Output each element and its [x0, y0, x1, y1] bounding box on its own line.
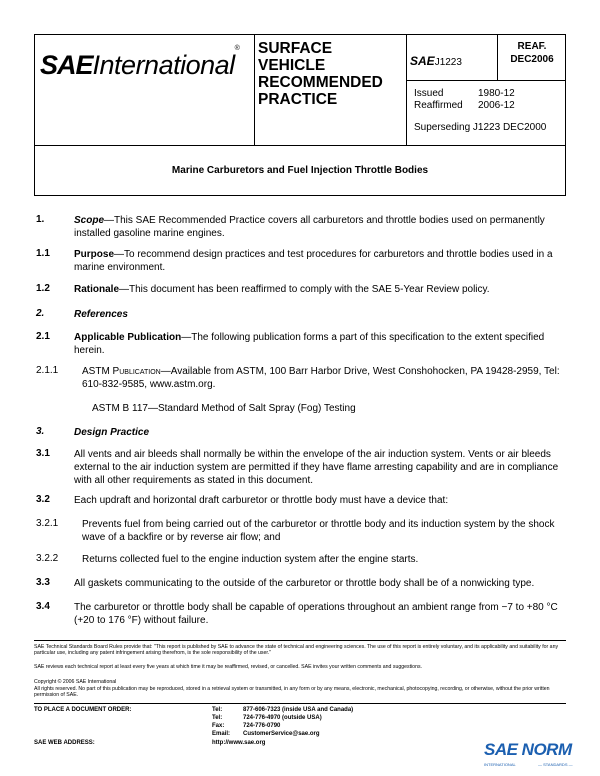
section-number: 3.2	[36, 494, 50, 505]
section-3-2-1-text: Prevents fuel from being carried out of the carburetor or throttle body and its induction system by the shock wave of a backfire or by reverse air flow; and	[82, 519, 555, 543]
email-label: Email:	[212, 731, 231, 737]
section-3-2-text: Each updraft and horizontal draft carburetor or throttle body must have a device that:	[74, 495, 449, 506]
superseding-note: Superseding J1223 DEC2000	[414, 122, 547, 133]
section-3-2-2-text: Returns collected fuel to the engine induction system after the engine starts.	[82, 554, 419, 565]
web-label: SAE WEB ADDRESS:	[34, 740, 95, 746]
fax-label: Fax:	[212, 723, 225, 729]
sae-norm-sub-left: INTERNATIONAL	[484, 762, 516, 767]
header-divider-1	[254, 34, 255, 146]
astm-reference: ASTM B 117—Standard Method of Salt Spray (Fog) Testing	[92, 403, 356, 414]
document-status: REAF. DEC2006	[510, 41, 554, 65]
document-number: SAEJ1223	[410, 54, 462, 68]
tel2-label: Tel:	[212, 715, 223, 721]
reaffirmed-label: Reaffirmed	[414, 100, 463, 111]
section-number: 2.1.1	[36, 365, 59, 376]
section-astm-publication: ASTM Publication—Available from ASTM, 100 Barr Harbor Drive, West Conshohocken, PA 19428-2959, Tel: 610-832-9585, www.astm.org.	[82, 366, 560, 390]
section-number: 3.4	[36, 601, 50, 612]
section-3-3-text: All gaskets communicating to the outside of the carburetor or throttle body shall be of a nonwicking type.	[74, 578, 535, 589]
order-label: TO PLACE A DOCUMENT ORDER:	[34, 707, 132, 713]
section-references: References	[74, 309, 128, 320]
document-title: Marine Carburetors and Fuel Injection Throttle Bodies	[171, 165, 429, 176]
reaffirmed-value: 2006-12	[478, 100, 515, 111]
sae-international-logo: SAEInternational®	[40, 45, 240, 80]
sae-norm-sub-right: — STANDARDS —	[538, 762, 573, 767]
section-number: 1.2	[36, 283, 50, 294]
document-type: SURFACE VEHICLE RECOMMENDED PRACTICE	[258, 40, 383, 108]
section-number: 3.2.1	[36, 518, 59, 529]
section-3-1-text: All vents and air bleeds shall normally be within the envelope of the air induction system. Vents or air bleeds external to the air induction system are permitted if they have flame arresting capability and are in compliance with all other requirements as stated in this document.	[74, 449, 559, 486]
fax-value: 724-776-0790	[243, 723, 281, 729]
issued-value: 1980-12	[478, 88, 515, 99]
section-number: 1.1	[36, 248, 50, 259]
section-applicable-publication: Applicable Publication—The following publication forms a part of this specification to the extent specified herein.	[74, 332, 545, 356]
footer-review-text: SAE reviews each technical report at least every five years at which time it may be reaffirmed, revised, or cancelled. SAE invites your written comments and suggestions.	[34, 664, 422, 670]
section-purpose: Purpose—To recommend design practices and test procedures for carburetors and throttle bodies used in a marine environment.	[74, 249, 553, 273]
sae-norm-logo	[484, 740, 596, 772]
web-address-link[interactable]: http://www.sae.org	[212, 740, 266, 746]
footer-rules-text: SAE Technical Standards Board Rules provide that: "This report is published by SAE to advance the state of technical and engineering sciences. The use of this report is entirely voluntary, and its applicability and suitability for any particular use, including any patent infringement arising therefrom, is the sole responsibility of the user."	[34, 644, 559, 657]
section-design-practice: Design Practice	[74, 427, 150, 438]
section-number: 3.3	[36, 577, 50, 588]
footer-rule-2	[34, 703, 566, 704]
section-number: 2.1	[36, 331, 50, 342]
email-value[interactable]: CustomerService@sae.org	[243, 731, 320, 737]
section-number: 3.1	[36, 448, 50, 459]
section-number: 1.	[36, 214, 45, 225]
footer-rule	[34, 640, 566, 641]
issued-label: Issued	[414, 88, 444, 99]
tel2-value: 724-776-4970 (outside USA)	[243, 715, 322, 721]
sae-norm-logo-text: SAE NORM	[484, 740, 572, 759]
section-number: 2.	[36, 308, 45, 319]
header-divider-2	[406, 34, 407, 146]
header-divider-3	[406, 80, 566, 81]
footer-rights-text: All rights reserved. No part of this publication may be reproduced, stored in a retrieval system or transmitted, in any form or by any means, electronic, mechanical, photocopying, recording, or otherwise, without the prior written permission of SAE.	[34, 686, 550, 699]
footer-copyright: Copyright © 2006 SAE International	[34, 679, 117, 685]
header-divider-4	[497, 34, 498, 80]
section-number: 3.	[36, 426, 45, 437]
section-scope: Scope—This SAE Recommended Practice covers all carburetors and throttle bodies used on permanently installed gasoline marine engines.	[74, 215, 545, 239]
section-3-4-text: The carburetor or throttle body shall be capable of operations throughout an ambient range from −7 to +80 °C (+20 to 176 °F) without failure.	[74, 602, 558, 626]
section-rationale: Rationale—This document has been reaffirmed to comply with the SAE 5-Year Review policy.	[74, 284, 490, 295]
section-number: 3.2.2	[36, 553, 59, 564]
tel1-value: 877-606-7323 (inside USA and Canada)	[243, 707, 354, 713]
tel1-label: Tel:	[212, 707, 223, 713]
